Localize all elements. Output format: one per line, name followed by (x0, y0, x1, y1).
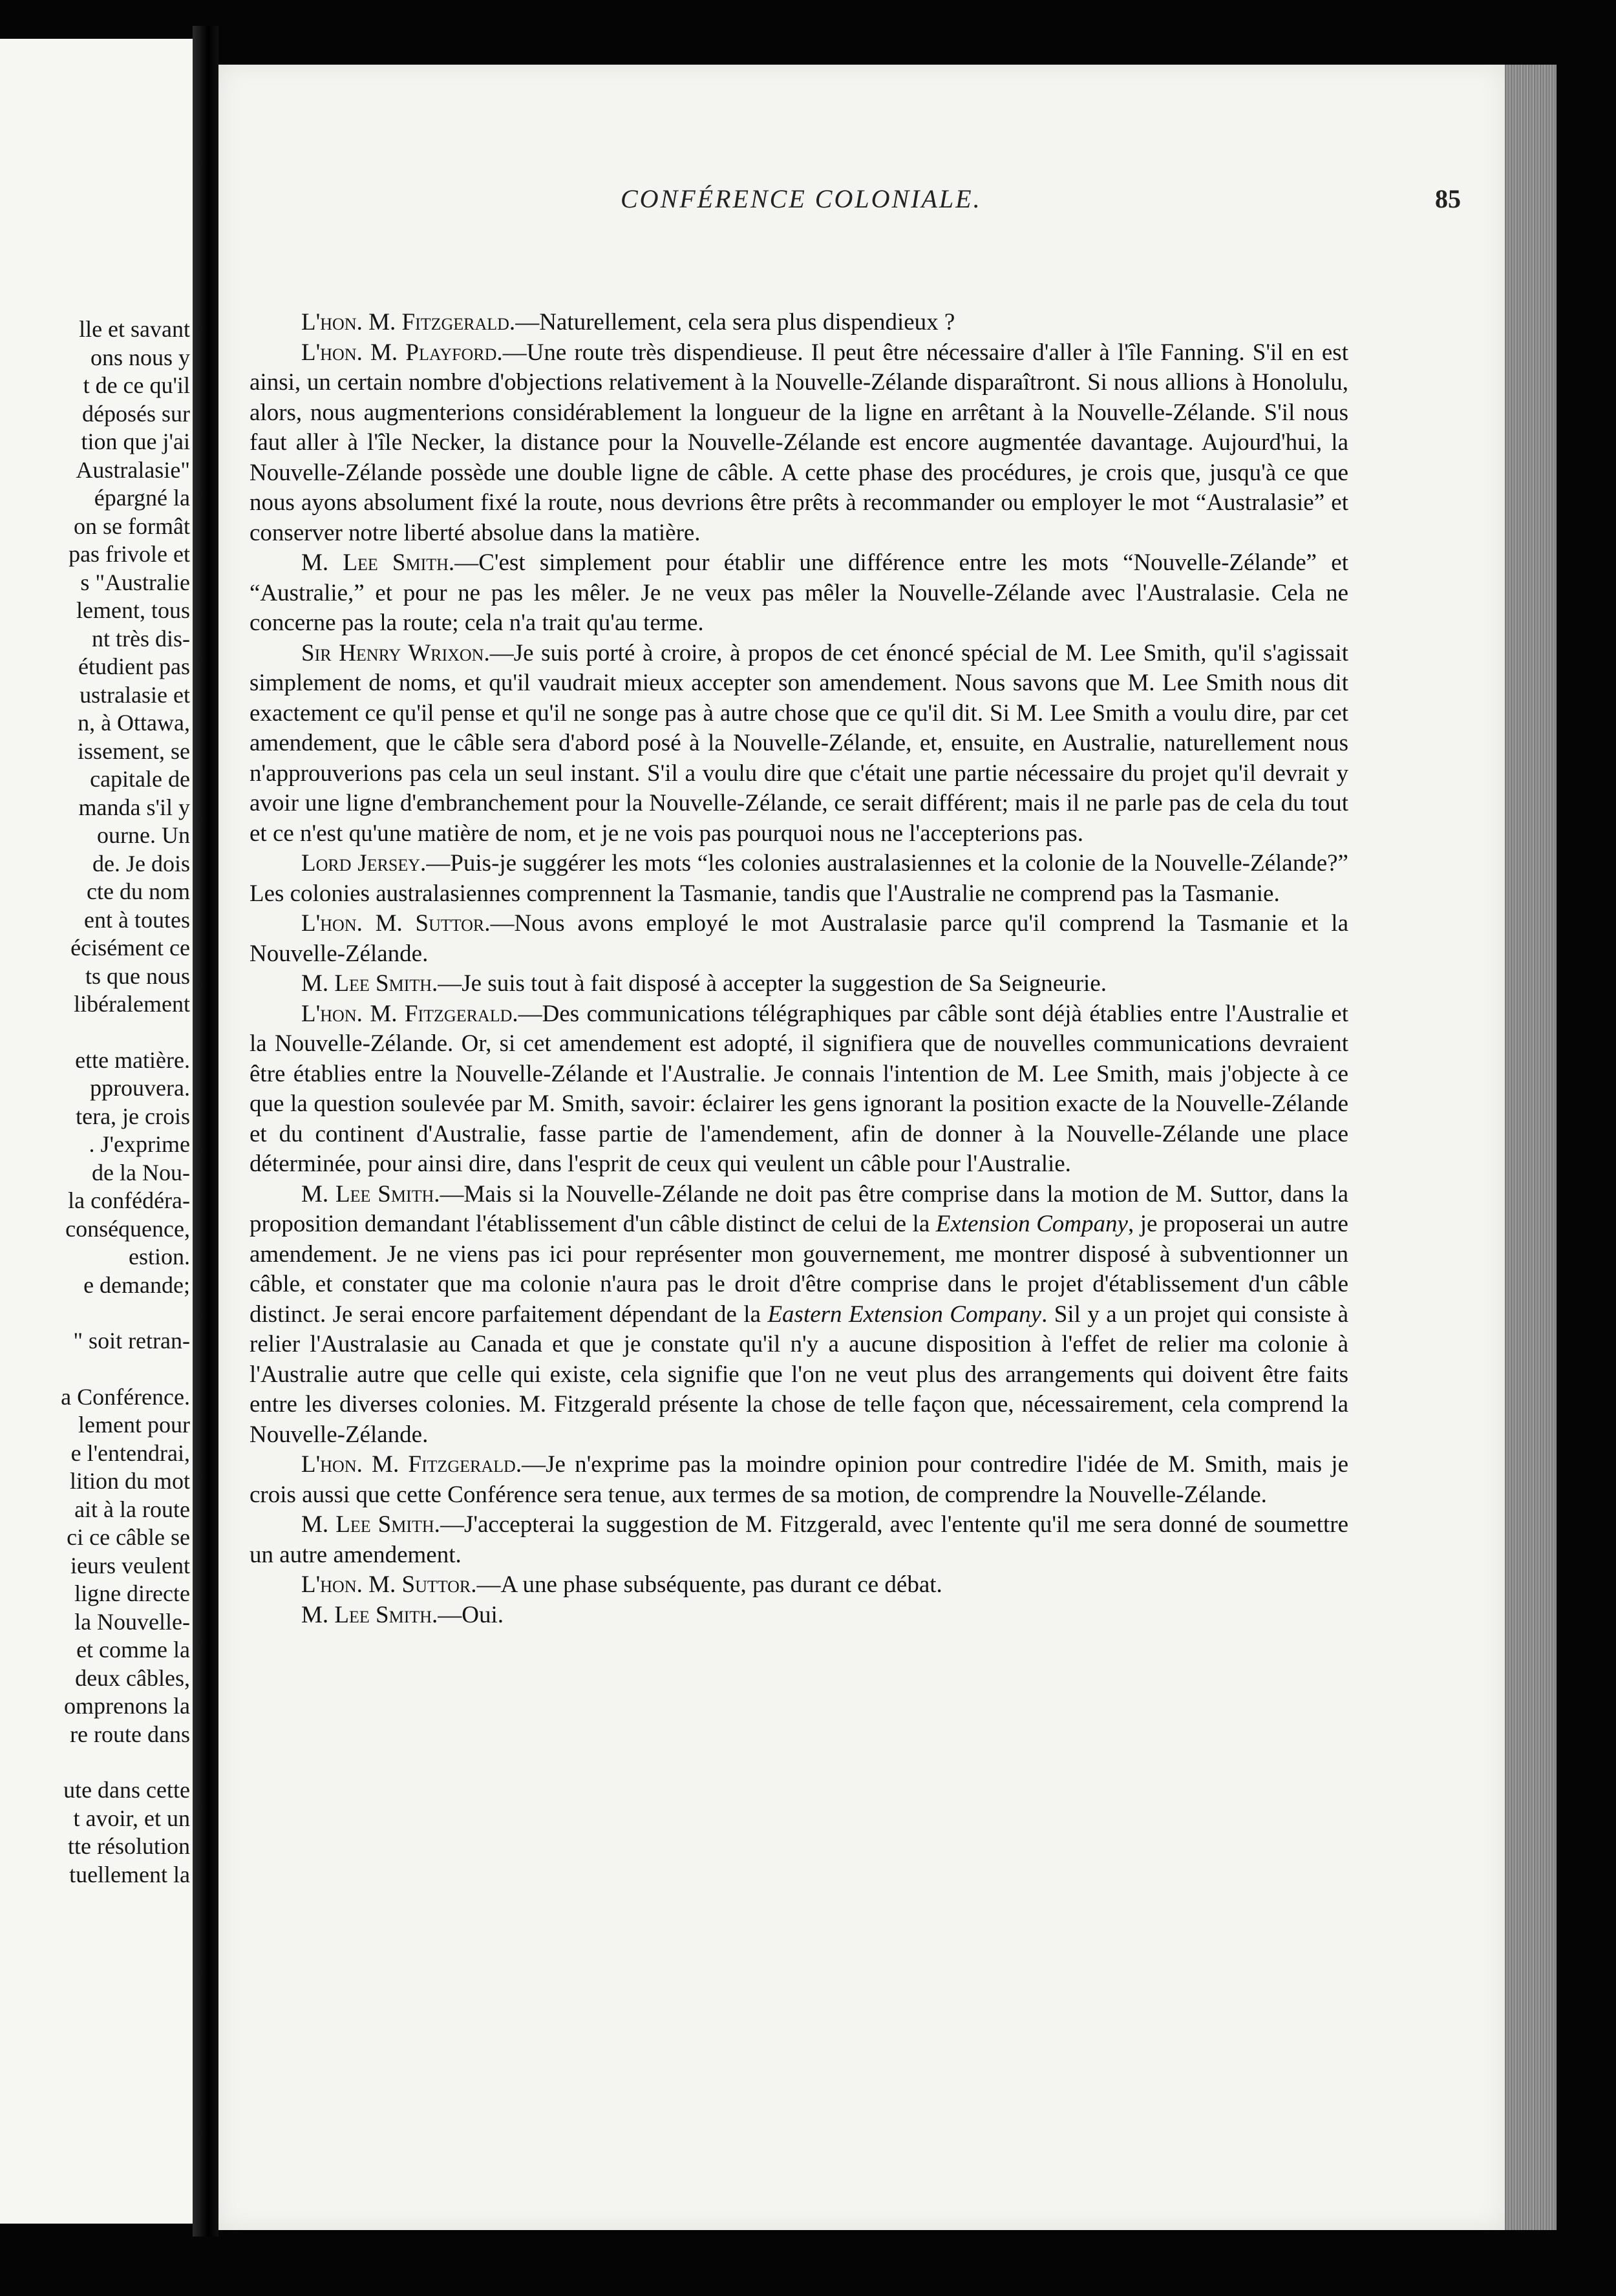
body-text (250, 308, 1348, 1630)
speaker-name: L'hon. M. Fitzgerald. (301, 1451, 522, 1478)
left-page-line: déposés sur (82, 400, 190, 427)
left-page-line: a Conférence. (61, 1383, 190, 1410)
left-page-line: e l'entendrai, (70, 1440, 190, 1466)
left-page-line: tera, je crois (76, 1103, 190, 1129)
speech-paragraph (250, 849, 1348, 909)
left-page-line: épargné la (94, 485, 190, 511)
speech-text: , je proposerai un autre amendement. Je ne viens pas ici pour représenter mon gouvernement, me montrer disposé à subventionner un câble, et constater que ma colonie n'aura pas le droit d'être comprise dans le projet d'établissement d'un câble distinct. Je serai encore parfaitement dépendant de la (250, 1211, 1348, 1328)
left-page-line: lement, tous (76, 597, 190, 623)
speech-paragraph (250, 548, 1348, 639)
left-page-line: ait à la route (74, 1496, 190, 1522)
left-page-line: ts que nous (85, 962, 190, 989)
left-page-line: re route dans (70, 1721, 190, 1747)
speech-paragraph (250, 909, 1348, 969)
speaker-name: M. Lee Smith. (301, 1180, 440, 1207)
left-page-line: on se formât (74, 513, 190, 539)
speech-text: —Je n'exprime pas la moindre opinion pour contredire l'idée de M. Smith, mais je crois aussi que cette Conférence sera tenue, aux termes de sa motion, de comprendre la Nouvelle-Zélande. (250, 1451, 1348, 1508)
speaker-name: L'hon. M. Playford. (301, 339, 503, 366)
left-page-line: capitale de (90, 766, 190, 792)
speaker-name: L'hon. M. Fitzgerald. (301, 309, 516, 335)
speaker-name: L'hon. M. Suttor. (301, 910, 491, 937)
speech-text: —Une route très dispendieuse. Il peut être nécessaire d'aller à l'île Fanning. S'il en est ainsi, un certain nombre d'objections relativement à la Nouvelle-Zélande disparaîtront. Si nous allions à Honolulu, alors, nous augmenterions considérablement la longueur de la ligne en arrêtant à la Nouvelle-Zélande. S'il nous faut aller à l'île Necker, la distance pour la Nouvelle-Zélande est encore augmentée davantage. Aujourd'hui, la Nouvelle-Zélande possède une double ligne de câble. A cette phase des procédures, je crois que, jusqu'à ce que nous ayons absolument fixé la route, nous devrions être prêts à recommander ou employer le mot “Australasie” et conserver notre liberté absolue dans la matière. (250, 339, 1348, 546)
left-page-line: n, à Ottawa, (78, 710, 190, 736)
italic-company-name: Eastern Extension Company (767, 1301, 1042, 1328)
running-header-title: CONFÉRENCE COLONIALE. (621, 184, 982, 213)
speech-text: . Sil y a un projet qui consiste à relier l'Australasie au Canada et que je constate qu'il n'y a aucune disposition à l'effet de relier ma colonie à l'Australie autre que celle qui existe, cela signifie que l'on ne veut plus des arrangements qui doivent être faits entre les diverses colonies. M. Fitzgerald présente la chose de telle façon que, nécessairement, cela comprend la Nouvelle-Zélande. (250, 1301, 1348, 1448)
speech-paragraph (250, 1570, 1348, 1600)
left-page-line: écisément ce (70, 935, 190, 961)
speaker-name: Sir Henry Wrixon. (301, 639, 490, 666)
left-page-line: lition du mot (69, 1468, 190, 1494)
speech-text: —J'accepterai la suggestion de M. Fitzgerald, avec l'entente qu'il me sera donné de soumettre un autre amendement. (250, 1511, 1348, 1568)
speech-paragraph (250, 1600, 1348, 1631)
left-page-line: omprenons la (64, 1693, 190, 1719)
italic-company-name: Extension Company (935, 1211, 1128, 1237)
speech-text: —Nous avons employé le mot Australasie parce qu'il comprend la Tasmanie et la Nouvelle-Zélande. (250, 910, 1349, 967)
running-header (388, 184, 1461, 222)
left-page-line: ons nous y (90, 344, 190, 370)
left-page-line: t avoir, et un (73, 1805, 190, 1831)
left-page-line: pprouvera. (90, 1075, 190, 1101)
left-page-line: cte du nom (87, 878, 190, 904)
speech-text: —Naturellement, cela sera plus dispendieux ? (515, 309, 955, 335)
page-number: 85 (1435, 184, 1461, 213)
left-page-text (0, 315, 190, 1889)
left-page-line: ieurs veulent (70, 1552, 190, 1578)
left-page-line: nt très dis- (92, 625, 190, 652)
left-facing-page (0, 39, 194, 2224)
left-page-line: estion. (129, 1244, 190, 1270)
left-page-line: e demande; (83, 1271, 190, 1298)
left-page-line: ette matière. (75, 1047, 190, 1073)
speech-paragraph (250, 999, 1348, 1180)
left-page-line: tte résolution (68, 1833, 190, 1859)
speaker-name: M. Lee Smith. (301, 970, 438, 997)
left-page-line: la Nouvelle- (74, 1608, 190, 1635)
left-page-line: conséquence, (65, 1215, 190, 1242)
speech-text: —A une phase subséquente, pas durant ce débat. (476, 1571, 942, 1598)
speech-text: —Des communications télégraphiques par câble sont déjà établies entre l'Australie et la Nouvelle-Zélande. Or, si cet amendement est adopté, il signifiera que de nouvelles communications devraient être établies entre la Nouvelle-Zélande et l'Australie. Je connais l'intention de M. Lee Smith, mais j'objecte à ce que la question soulevée par M. Smith, savoir: éclairer les gens ignorant la position exacte de la Nouvelle-Zélande et du continent d'Australie, fasse partie de l'amendement, afin de donner à la Nouvelle-Zélande une place déterminée, pour ainsi dire, dans l'esprit de ceux qui veulent un câble pour l'Australie. (250, 1000, 1348, 1177)
speaker-name: M. Lee Smith. (301, 1511, 440, 1538)
speech-paragraph (250, 1450, 1348, 1510)
speaker-name: L'hon. M. Fitzgerald. (301, 1000, 518, 1027)
left-page-line: deux câbles, (75, 1664, 190, 1691)
left-page-line: de la Nou- (92, 1159, 190, 1185)
speech-paragraph (250, 969, 1348, 999)
speech-paragraph (250, 1510, 1348, 1570)
left-page-line: ute dans cette (63, 1777, 190, 1803)
left-page-line: pas frivole et (69, 541, 190, 567)
left-page-line: ligne directe (74, 1580, 190, 1606)
left-page-line: " soit retran- (73, 1328, 190, 1354)
left-page-line: libéralement (74, 991, 190, 1017)
speech-text: —Puis-je suggérer les mots “les colonies australasiennes et la colonie de la Nouvelle-Zélande?” Les colonies australasiennes comprennent la Tasmanie, tandis que l'Australie ne comprend pas la Tasmanie. (250, 850, 1348, 907)
left-page-line: tion que j'ai (81, 429, 190, 454)
speech-text: —Mais si la Nouvelle-Zélande ne doit pas être comprise dans la motion de M. Suttor, dans la proposition demandant l'établissement d'un câble distinct de celui de la (250, 1180, 1348, 1237)
left-page-line: manda s'il y (78, 794, 190, 820)
speaker-name: M. Lee Smith. (301, 1601, 438, 1628)
left-page-line: . J'exprime (89, 1131, 190, 1157)
page-edge (1505, 65, 1557, 2230)
left-page-line: t de ce qu'il (83, 372, 190, 398)
speech-paragraph (250, 338, 1348, 549)
left-page-line: et comme la (76, 1637, 190, 1663)
speech-text: —Je suis porté à croire, à propos de cet énoncé spécial de M. Lee Smith, qu'il s'agissait simplement de noms, et qu'il vaudrait mieux accepter son amendement. Nous savons que M. Lee Smith nous dit exactement ce qu'il pense et qu'il ne songe pas à autre chose que ce qu'il dit. Si M. Lee Smith a voulu dire, par cet amendement, que le câble sera d'abord posé à la Nouvelle-Zélande, et, ensuite, en Australie, naturellement nous n'approuverions pas cela un seul instant. S'il a voulu dire que c'était une partie nécessaire du projet qu'il devrait y avoir une ligne d'embranchement pour la Nouvelle-Zélande, ce serait différent; mais il ne parle pas de cela du tout et ce n'est qu'une matière de nom, et je ne vois pas pourquoi nous ne l'accepterions pas. (250, 639, 1348, 847)
left-page-line: étudient pas (78, 654, 190, 679)
speech-paragraph (250, 1180, 1348, 1451)
speech-paragraph (250, 639, 1348, 849)
left-page-line: ent à toutes (84, 906, 190, 933)
left-page-line: lement pour (78, 1412, 190, 1438)
left-page-line: Australasie" (76, 456, 190, 483)
speaker-name: Lord Jersey. (301, 850, 427, 877)
speech-text: —Je suis tout à fait disposé à accepter la suggestion de Sa Seigneurie. (438, 970, 1107, 997)
left-page-line: lle et savant (79, 316, 190, 342)
speech-text: —Oui. (438, 1601, 504, 1628)
left-page-line: tuellement la (69, 1861, 190, 1887)
speech-text: —C'est simplement pour établir une différence entre les mots “Nouvelle-Zélande” et “Australie,” et pour ne pas les mêler. Je ne veux pas mêler la Nouvelle-Zélande avec l'Australasie. Cela ne concerne pas la route; cela n'a trait qu'au terme. (250, 549, 1348, 636)
speaker-name: M. Lee Smith. (301, 549, 455, 576)
left-page-line: ourne. Un (97, 822, 190, 848)
book-gutter (193, 26, 218, 2237)
left-page-line: ci ce câble se (67, 1524, 190, 1550)
left-page-line: la confédéra- (68, 1187, 190, 1213)
left-page-line: s "Australie (80, 569, 190, 595)
speech-paragraph (250, 308, 1348, 338)
speaker-name: L'hon. M. Suttor. (301, 1571, 477, 1598)
left-page-line: issement, se (78, 738, 190, 764)
left-page-line: de. Je dois (92, 850, 190, 877)
left-page-line: ustralasie et (80, 681, 190, 708)
